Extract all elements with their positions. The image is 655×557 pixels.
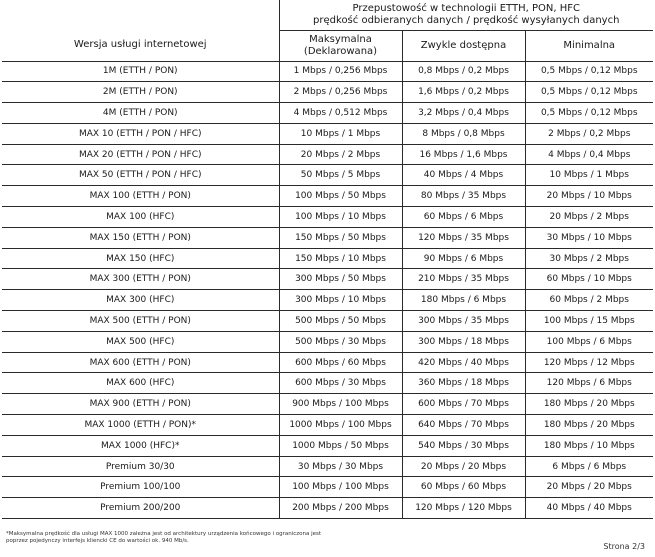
max-header-line1: Maksymalna [309,33,372,45]
min-speed-cell: 20 Mbps / 20 Mbps [525,477,653,498]
max-speed-cell: 200 Mbps / 200 Mbps [279,498,402,519]
min-speed-cell: 100 Mbps / 15 Mbps [525,311,653,332]
header-empty-cell [2,0,279,30]
max-speed-cell: 500 Mbps / 30 Mbps [279,331,402,352]
typical-speed-cell: 40 Mbps / 4 Mbps [402,165,525,186]
table-row [2,373,653,394]
speed-table [2,0,653,519]
page-number: Strona 2/3 [603,542,645,551]
max-speed-cell: 1000 Mbps / 50 Mbps [279,435,402,456]
max-speed-cell: 300 Mbps / 10 Mbps [279,290,402,311]
max-column-header [279,30,402,61]
table-row [2,186,653,207]
min-speed-cell: 30 Mbps / 10 Mbps [525,227,653,248]
max-speed-cell: 10 Mbps / 1 Mbps [279,123,402,144]
service-cell: MAX 600 (HFC) [2,373,279,394]
min-speed-cell: 4 Mbps / 0,4 Mbps [525,144,653,165]
typical-speed-cell: 640 Mbps / 70 Mbps [402,415,525,436]
table-row [2,311,653,332]
service-cell: MAX 500 (ETTH / PON) [2,311,279,332]
service-cell: MAX 50 (ETTH / PON / HFC) [2,165,279,186]
table-row [2,123,653,144]
typical-speed-cell: 90 Mbps / 6 Mbps [402,248,525,269]
min-speed-cell: 180 Mbps / 20 Mbps [525,394,653,415]
table-row [2,61,653,82]
min-speed-cell: 30 Mbps / 2 Mbps [525,248,653,269]
footnote: *Maksymalna prędkość dla usługi MAX 1000 zależna jest od architektury urządzenia końcowego i ograniczona jest poprzez pojedynczy interfejs kliencki CE do wartości ok. 940 Mb/s. [6,531,322,544]
service-cell: MAX 150 (HFC) [2,248,279,269]
typical-speed-cell: 3,2 Mbps / 0,4 Mbps [402,103,525,124]
max-speed-cell: 300 Mbps / 50 Mbps [279,269,402,290]
min-speed-cell: 120 Mbps / 6 Mbps [525,373,653,394]
table-row [2,269,653,290]
service-cell: MAX 10 (ETTH / PON / HFC) [2,123,279,144]
group-title-line1: Przepustowość w technologii ETTH, PON, HFC [352,2,580,14]
service-column-header: Wersja usługi internetowej [2,30,279,61]
table-row [2,290,653,311]
typical-speed-cell: 8 Mbps / 0,8 Mbps [402,123,525,144]
service-cell: MAX 600 (ETTH / PON) [2,352,279,373]
service-cell: MAX 300 (ETTH / PON) [2,269,279,290]
min-speed-cell: 10 Mbps / 1 Mbps [525,165,653,186]
max-speed-cell: 1 Mbps / 0,256 Mbps [279,61,402,82]
max-speed-cell: 2 Mbps / 0,256 Mbps [279,82,402,103]
table-row [2,207,653,228]
max-speed-cell: 30 Mbps / 30 Mbps [279,456,402,477]
typical-speed-cell: 360 Mbps / 18 Mbps [402,373,525,394]
table-row [2,227,653,248]
typical-speed-cell: 20 Mbps / 20 Mbps [402,456,525,477]
typical-column-header: Zwykle dostępna [402,30,525,61]
typical-speed-cell: 16 Mbps / 1,6 Mbps [402,144,525,165]
max-speed-cell: 4 Mbps / 0,512 Mbps [279,103,402,124]
min-speed-cell: 6 Mbps / 6 Mbps [525,456,653,477]
max-speed-cell: 20 Mbps / 2 Mbps [279,144,402,165]
max-speed-cell: 900 Mbps / 100 Mbps [279,394,402,415]
service-cell: Premium 200/200 [2,498,279,519]
typical-speed-cell: 300 Mbps / 18 Mbps [402,331,525,352]
table-row [2,477,653,498]
table-row [2,248,653,269]
min-speed-cell: 40 Mbps / 40 Mbps [525,498,653,519]
table-row [2,144,653,165]
typical-speed-cell: 540 Mbps / 30 Mbps [402,435,525,456]
service-cell: MAX 900 (ETTH / PON) [2,394,279,415]
table-row [2,352,653,373]
typical-speed-cell: 180 Mbps / 6 Mbps [402,290,525,311]
service-cell: 1M (ETTH / PON) [2,61,279,82]
table-row [2,415,653,436]
service-cell: Premium 30/30 [2,456,279,477]
min-column-header: Minimalna [525,30,653,61]
service-cell: MAX 20 (ETTH / PON / HFC) [2,144,279,165]
min-speed-cell: 120 Mbps / 12 Mbps [525,352,653,373]
min-speed-cell: 100 Mbps / 6 Mbps [525,331,653,352]
min-speed-cell: 20 Mbps / 10 Mbps [525,186,653,207]
typical-speed-cell: 80 Mbps / 35 Mbps [402,186,525,207]
max-speed-cell: 100 Mbps / 100 Mbps [279,477,402,498]
max-speed-cell: 50 Mbps / 5 Mbps [279,165,402,186]
table-row [2,165,653,186]
min-speed-cell: 180 Mbps / 20 Mbps [525,415,653,436]
max-speed-cell: 1000 Mbps / 100 Mbps [279,415,402,436]
group-header [279,0,653,30]
max-speed-cell: 150 Mbps / 10 Mbps [279,248,402,269]
typical-speed-cell: 1,6 Mbps / 0,2 Mbps [402,82,525,103]
max-speed-cell: 100 Mbps / 10 Mbps [279,207,402,228]
service-cell: MAX 100 (HFC) [2,207,279,228]
max-header-line2: (Deklarowana) [303,45,378,57]
min-speed-cell: 0,5 Mbps / 0,12 Mbps [525,61,653,82]
min-speed-cell: 60 Mbps / 10 Mbps [525,269,653,290]
service-cell: MAX 150 (ETTH / PON) [2,227,279,248]
typical-speed-cell: 600 Mbps / 70 Mbps [402,394,525,415]
table-row [2,435,653,456]
typical-speed-cell: 420 Mbps / 40 Mbps [402,352,525,373]
table-body [2,61,653,519]
typical-speed-cell: 60 Mbps / 60 Mbps [402,477,525,498]
service-cell: 2M (ETTH / PON) [2,82,279,103]
typical-speed-cell: 120 Mbps / 120 Mbps [402,498,525,519]
typical-speed-cell: 60 Mbps / 6 Mbps [402,207,525,228]
service-cell: MAX 500 (HFC) [2,331,279,352]
table-row [2,394,653,415]
table-row [2,456,653,477]
max-speed-cell: 600 Mbps / 60 Mbps [279,352,402,373]
service-cell: MAX 300 (HFC) [2,290,279,311]
table-row [2,331,653,352]
service-cell: MAX 1000 (ETTH / PON)* [2,415,279,436]
min-speed-cell: 180 Mbps / 10 Mbps [525,435,653,456]
service-cell: 4M (ETTH / PON) [2,103,279,124]
header-row-columns [2,30,653,61]
table-row [2,103,653,124]
min-speed-cell: 0,5 Mbps / 0,12 Mbps [525,82,653,103]
max-speed-cell: 600 Mbps / 30 Mbps [279,373,402,394]
max-speed-cell: 150 Mbps / 50 Mbps [279,227,402,248]
group-title-line2: prędkość odbieranych danych / prędkość wysyłanych danych [313,14,620,26]
service-cell: MAX 100 (ETTH / PON) [2,186,279,207]
table-row [2,82,653,103]
table-row [2,498,653,519]
max-speed-cell: 100 Mbps / 50 Mbps [279,186,402,207]
typical-speed-cell: 300 Mbps / 35 Mbps [402,311,525,332]
min-speed-cell: 0,5 Mbps / 0,12 Mbps [525,103,653,124]
min-speed-cell: 60 Mbps / 2 Mbps [525,290,653,311]
typical-speed-cell: 210 Mbps / 35 Mbps [402,269,525,290]
service-cell: MAX 1000 (HFC)* [2,435,279,456]
min-speed-cell: 2 Mbps / 0,2 Mbps [525,123,653,144]
header-row-group [2,0,653,30]
typical-speed-cell: 0,8 Mbps / 0,2 Mbps [402,61,525,82]
service-cell: Premium 100/100 [2,477,279,498]
max-speed-cell: 500 Mbps / 50 Mbps [279,311,402,332]
typical-speed-cell: 120 Mbps / 35 Mbps [402,227,525,248]
min-speed-cell: 20 Mbps / 2 Mbps [525,207,653,228]
